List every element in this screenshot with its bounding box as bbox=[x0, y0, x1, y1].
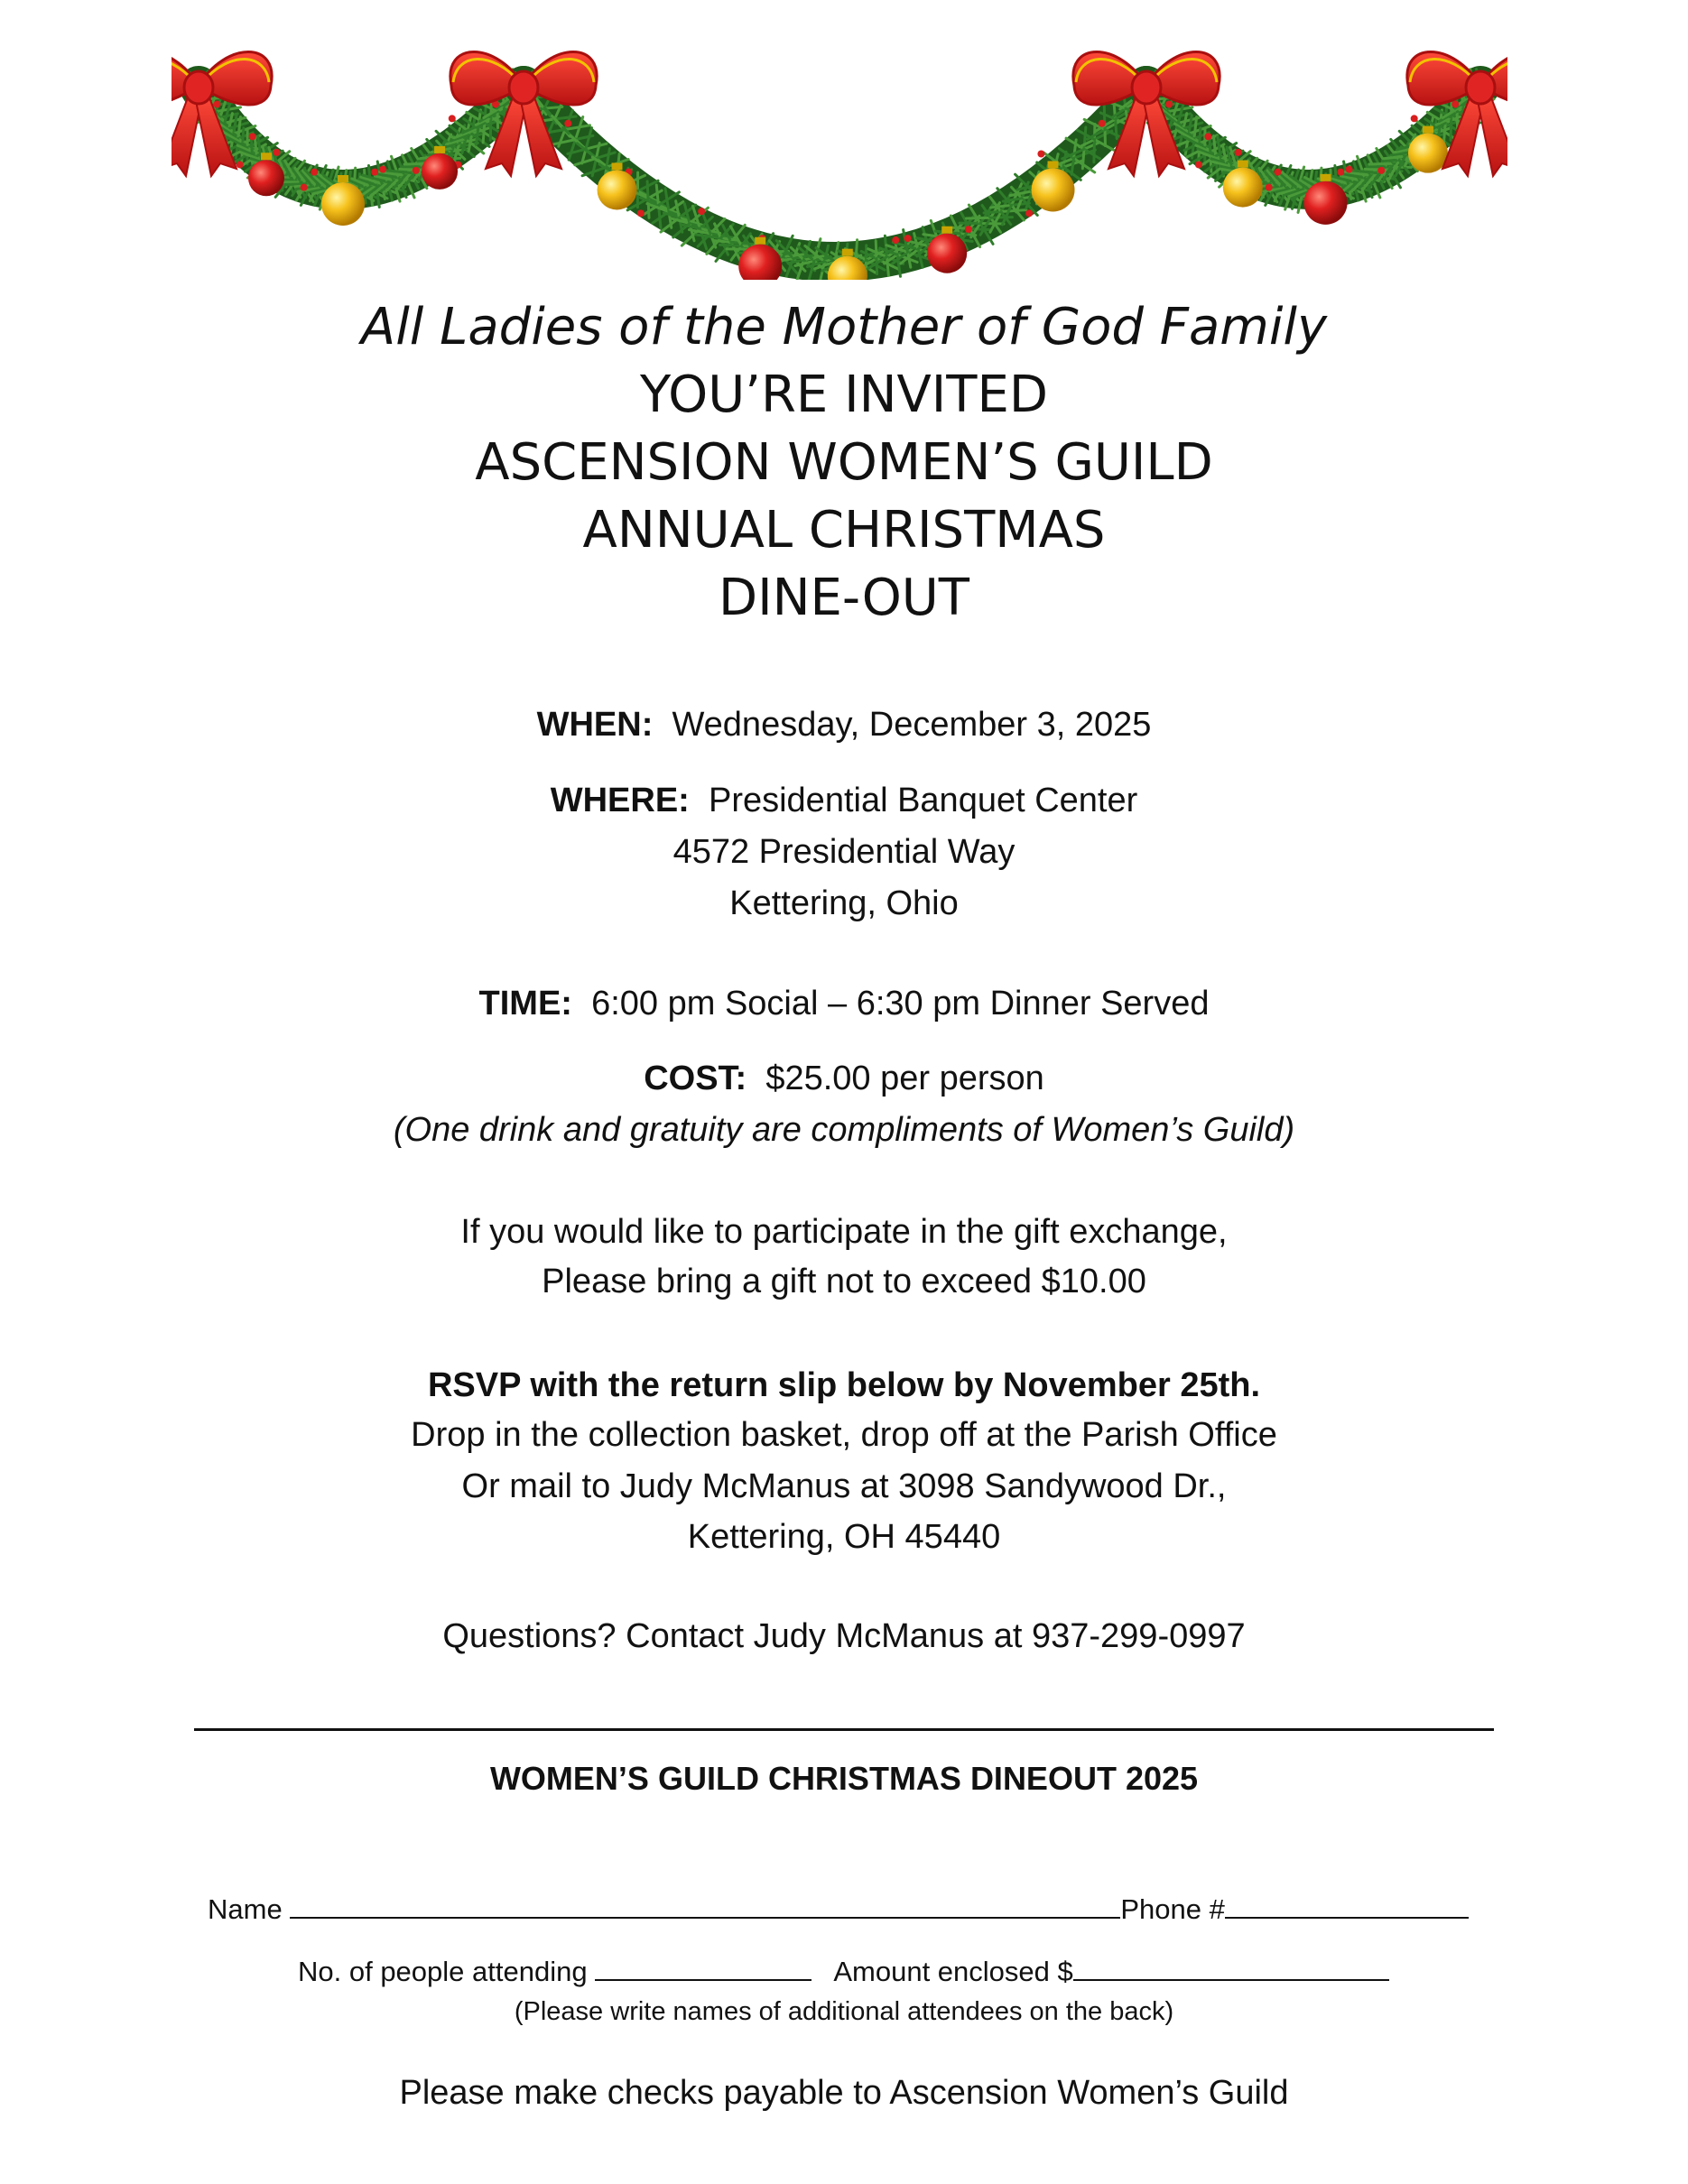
ornament-ball bbox=[321, 182, 365, 226]
pine-needle bbox=[1457, 112, 1458, 128]
pine-needle bbox=[1094, 140, 1095, 162]
checks-payable-note: Please make checks payable to Ascension Women’s Guild bbox=[399, 2074, 1289, 2112]
people-label: No. of people attending bbox=[298, 1956, 588, 1987]
gift-line-1: If you would like to participate in the gift exchange, bbox=[460, 1213, 1228, 1251]
christmas-garland-illustration bbox=[172, 23, 1507, 280]
bow-knot bbox=[184, 71, 213, 104]
when-value: Wednesday, December 3, 2025 bbox=[672, 706, 1152, 744]
ornament-ball bbox=[1223, 168, 1263, 208]
berry bbox=[1025, 209, 1033, 217]
pine-needle bbox=[483, 123, 485, 143]
ornament-cap bbox=[434, 146, 445, 153]
pine-needle bbox=[967, 217, 991, 218]
berry bbox=[965, 226, 972, 233]
where-value: Presidential Banquet Center bbox=[708, 782, 1138, 819]
ornament-cap bbox=[755, 237, 765, 245]
ornament-cap bbox=[1321, 174, 1331, 181]
when-row bbox=[0, 706, 1688, 745]
berry bbox=[1346, 166, 1353, 173]
ornament-ball bbox=[422, 153, 458, 190]
pine-needle bbox=[1444, 123, 1446, 143]
berry bbox=[1099, 120, 1106, 127]
ornament-cap bbox=[941, 227, 952, 234]
pine-needle bbox=[497, 112, 498, 128]
name-label: Name bbox=[208, 1893, 283, 1925]
berry bbox=[274, 149, 281, 156]
amount-field[interactable] bbox=[1073, 1956, 1389, 1981]
berry bbox=[379, 166, 386, 173]
ornament-ball bbox=[248, 160, 284, 196]
heading-dineout: DINE-OUT bbox=[719, 569, 969, 627]
berry bbox=[1165, 101, 1173, 108]
pine-needle bbox=[991, 217, 1013, 218]
name-phone-row bbox=[208, 1893, 1469, 1926]
people-amount-row bbox=[298, 1956, 1389, 1988]
ornament-cap bbox=[842, 249, 853, 256]
pine-needle bbox=[1369, 163, 1394, 164]
berry bbox=[904, 235, 912, 242]
bow-knot bbox=[509, 71, 538, 104]
slip-divider bbox=[194, 1728, 1494, 1731]
ornament-cap bbox=[1048, 161, 1059, 168]
where-city: Kettering, Ohio bbox=[729, 884, 959, 922]
berry bbox=[637, 209, 645, 217]
berry bbox=[1037, 151, 1044, 158]
pine-garland-swags bbox=[174, 69, 1504, 280]
bows-group bbox=[172, 52, 1507, 177]
berry bbox=[1204, 133, 1211, 140]
berry bbox=[237, 161, 244, 168]
rsvp-title: RSVP with the return slip below by November 25th. bbox=[427, 1366, 1261, 1404]
time-label: TIME: bbox=[478, 985, 572, 1023]
ornament-ball bbox=[1304, 181, 1348, 225]
ornament-ball bbox=[927, 234, 967, 273]
berry bbox=[301, 184, 308, 191]
rsvp-line-2: Or mail to Judy McManus at 3098 Sandywood Dr., bbox=[461, 1467, 1227, 1505]
ornament-cap bbox=[338, 175, 348, 182]
pine-needle bbox=[490, 117, 491, 140]
when-label: WHEN: bbox=[536, 706, 654, 744]
berry bbox=[413, 167, 420, 174]
time-value: 6:00 pm Social – 6:30 pm Dinner Served bbox=[591, 985, 1210, 1023]
heading-audience: All Ladies of the Mother of God Family bbox=[360, 298, 1328, 356]
berry bbox=[371, 169, 378, 176]
pine-needle bbox=[647, 181, 648, 199]
berry bbox=[1195, 161, 1202, 168]
ornament-cap bbox=[261, 153, 272, 160]
cost-label: COST: bbox=[644, 1060, 747, 1097]
where-street: 4572 Presidential Way bbox=[672, 833, 1016, 871]
ornament-cap bbox=[1423, 126, 1433, 134]
pine-needle bbox=[876, 259, 877, 274]
berry bbox=[564, 120, 571, 127]
rsvp-line-3: Kettering, OH 45440 bbox=[687, 1518, 1001, 1556]
heading-invited: YOU’RE INVITED bbox=[639, 366, 1049, 424]
invitation-heading bbox=[0, 293, 1688, 632]
heading-annual: ANNUAL CHRISTMAS bbox=[582, 501, 1106, 560]
pine-needle bbox=[984, 212, 1001, 213]
where-label: WHERE: bbox=[550, 782, 690, 819]
slip-title: WOMEN’S GUILD CHRISTMAS DINEOUT 2025 bbox=[489, 1760, 1199, 1797]
bow-knot bbox=[1466, 71, 1495, 104]
cost-value: $25.00 per person bbox=[765, 1060, 1044, 1097]
bow-tail bbox=[1477, 93, 1507, 176]
pine-needle bbox=[1001, 210, 1026, 212]
pine-needle bbox=[856, 240, 858, 261]
questions-contact: Questions? Contact Judy McManus at 937-299-0997 bbox=[442, 1617, 1246, 1655]
ornament-ball bbox=[1032, 168, 1075, 211]
berry bbox=[892, 236, 899, 244]
berry bbox=[698, 208, 705, 215]
berry bbox=[311, 169, 318, 176]
bow-knot bbox=[1132, 71, 1161, 104]
berry bbox=[213, 101, 220, 108]
heading-guild: ASCENSION WOMEN’S GUILD bbox=[475, 433, 1213, 492]
berry bbox=[1337, 169, 1344, 176]
berry bbox=[1235, 149, 1242, 156]
ornament-cap bbox=[612, 162, 623, 170]
phone-label: Phone # bbox=[1120, 1893, 1225, 1925]
ornament-ball bbox=[598, 170, 637, 209]
people-count-field[interactable] bbox=[595, 1956, 812, 1981]
phone-field[interactable] bbox=[1225, 1893, 1469, 1919]
additional-attendees-note: (Please write names of additional attendees on the back) bbox=[514, 1997, 1174, 2026]
name-field[interactable] bbox=[290, 1893, 1120, 1919]
berry bbox=[249, 133, 256, 140]
pine-needle bbox=[713, 240, 731, 242]
pine-needle bbox=[1082, 149, 1084, 169]
berry bbox=[1275, 169, 1282, 176]
pine-needle bbox=[1200, 128, 1201, 143]
gift-line-2: Please bring a gift not to exceed $10.00 bbox=[542, 1263, 1146, 1300]
rsvp-line-1: Drop in the collection basket, drop off at the Parish Office bbox=[411, 1416, 1277, 1454]
berry bbox=[1411, 115, 1418, 122]
berry bbox=[1377, 167, 1385, 174]
berry bbox=[449, 115, 456, 122]
ornament-ball bbox=[1408, 134, 1448, 173]
cost-note: (One drink and gratuity are compliments of Women’s Guild) bbox=[393, 1111, 1295, 1149]
time-row bbox=[0, 985, 1688, 1023]
cost-row bbox=[0, 1060, 1688, 1098]
pine-needle bbox=[243, 128, 244, 143]
pine-needle bbox=[970, 228, 990, 229]
pine-needle bbox=[1105, 130, 1106, 146]
where-row bbox=[0, 782, 1688, 820]
amount-label: Amount enclosed $ bbox=[833, 1956, 1073, 1987]
ornament-cap bbox=[1238, 161, 1248, 168]
berry bbox=[1451, 101, 1459, 108]
pine-needle bbox=[1116, 119, 1118, 139]
pine-needle bbox=[1382, 160, 1399, 161]
berry bbox=[1266, 184, 1273, 191]
